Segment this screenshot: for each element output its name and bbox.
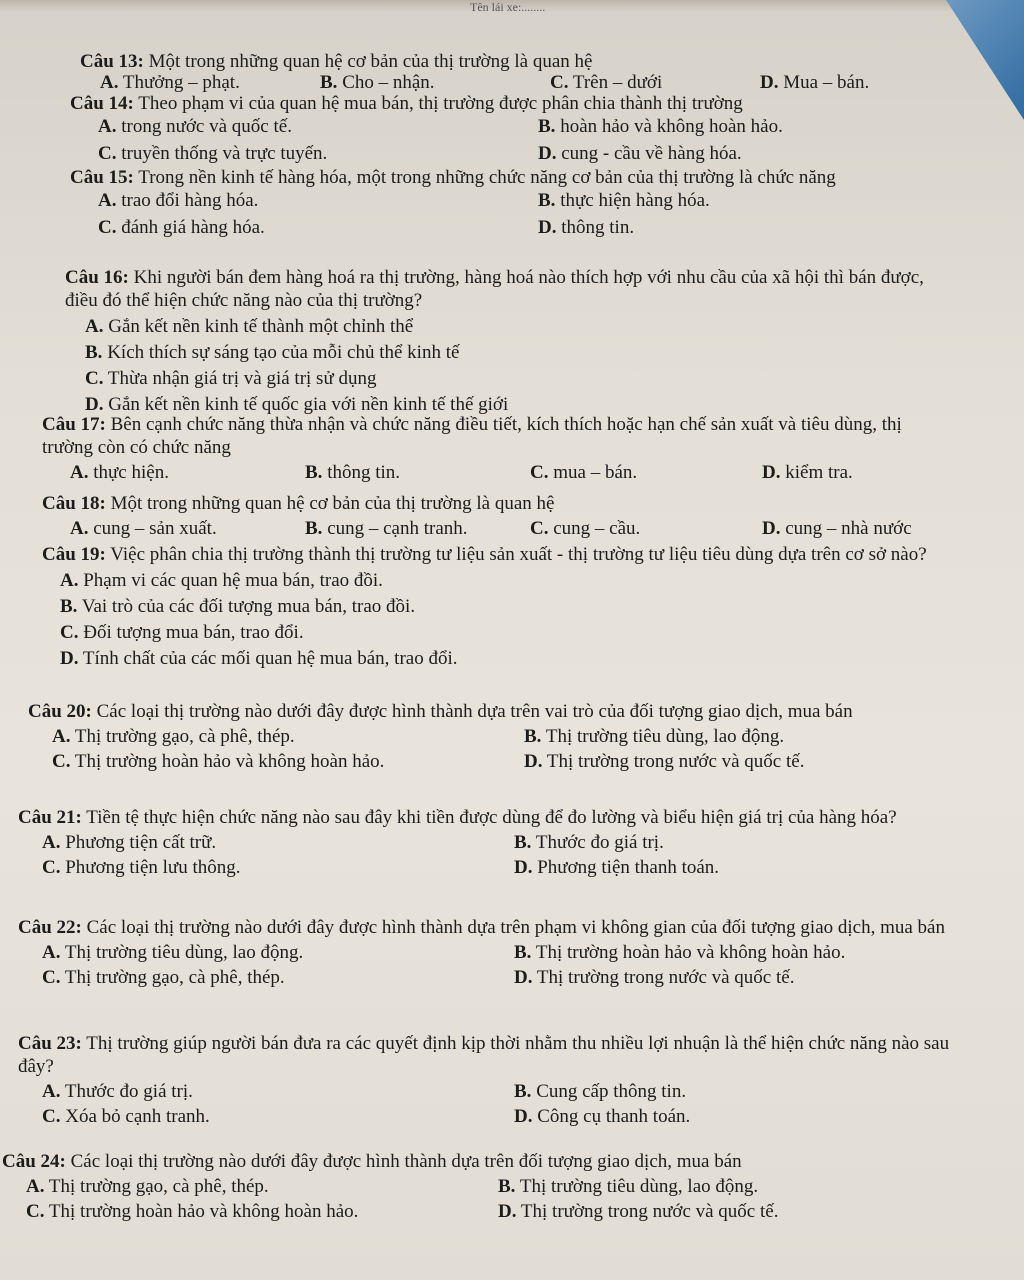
answer-option-a (65, 315, 1024, 338)
option-text: Gắn kết nền kinh tế thành một chỉnh thể (108, 316, 414, 337)
question-number: Câu 20: (28, 701, 92, 722)
option-text: Trên – dưới (572, 72, 663, 93)
option-text: Tính chất của các mối quan hệ mua bán, trao đổi. (82, 648, 458, 669)
question-text: Thị trường giúp người bán đưa ra các quyết định kịp thời nhằm thu nhiều lợi nhuận là thể hiện chức năng nào sau đây? (18, 1033, 950, 1077)
answer-option-d (538, 216, 968, 239)
question-text: Một trong những quan hệ cơ bản của thị trường là quan hệ (110, 493, 555, 514)
option-key: A. (98, 190, 117, 211)
option-key: A. (70, 518, 89, 539)
option-key: D. (538, 143, 557, 164)
option-key: C. (85, 368, 104, 389)
option-key: A. (98, 116, 117, 137)
options-grid (28, 725, 1024, 773)
answer-option-c (42, 621, 1024, 644)
answer-option-c (52, 750, 514, 773)
answer-option-d (760, 71, 1010, 94)
option-key: D. (514, 967, 533, 988)
option-text: Phương tiện lưu thông. (65, 857, 241, 878)
answer-option-a (42, 569, 1024, 592)
option-text: trong nước và quốc tế. (121, 116, 292, 137)
question-number: Câu 22: (18, 917, 82, 938)
question-stem (2, 1150, 972, 1173)
answer-option-d (514, 856, 984, 879)
option-key: C. (60, 622, 79, 643)
option-key: D. (85, 394, 104, 415)
option-text: Thước đo giá trị. (64, 1081, 193, 1102)
option-key: A. (100, 72, 119, 93)
question-text: Trong nền kinh tế hàng hóa, một trong những chức năng cơ bản của thị trường là chức năng (138, 167, 836, 188)
options-row (42, 461, 1024, 484)
question-13 (80, 50, 1024, 94)
option-text: hoàn hảo và không hoàn hảo. (560, 116, 783, 137)
option-key: C. (52, 751, 71, 772)
option-text: thực hiện hàng hóa. (560, 190, 710, 211)
option-text: Đối tượng mua bán, trao đổi. (83, 622, 304, 643)
answer-option-d (514, 966, 984, 989)
option-text: Thị trường hoàn hảo và không hoàn hảo. (535, 942, 846, 963)
option-key: D. (762, 462, 781, 483)
question-stem (28, 700, 948, 723)
option-key: C. (26, 1201, 45, 1222)
option-text: Kích thích sự sáng tạo của mỗi chủ thể kinh tế (107, 342, 460, 363)
answer-option-a (42, 941, 504, 964)
option-key: C. (42, 967, 61, 988)
question-14 (70, 92, 1024, 165)
question-number: Câu 14: (70, 93, 134, 114)
option-text: Gắn kết nền kinh tế quốc gia với nền kinh tế thế giới (108, 394, 509, 415)
option-text: cung – cầu. (553, 518, 641, 539)
question-text: Các loại thị trường nào dưới đây được hình thành dựa trên phạm vi không gian của đối tượng giao dịch, mua bán (86, 917, 945, 938)
options-grid (18, 831, 1018, 879)
answer-option-a (70, 517, 295, 540)
answer-option-a (42, 1080, 504, 1103)
question-21 (18, 806, 1018, 879)
option-key: C. (530, 518, 549, 539)
answer-option-c (42, 966, 504, 989)
driver-name-field: Tên lái xe:........ (470, 0, 546, 14)
answer-option-a (100, 71, 310, 94)
answer-option-b (498, 1175, 968, 1198)
option-text: Phương tiện thanh toán. (537, 857, 720, 878)
answer-option-b (514, 831, 984, 854)
option-key: D. (514, 857, 533, 878)
option-key: D. (538, 217, 557, 238)
option-text: Thị trường tiêu dùng, lao động. (64, 942, 304, 963)
answer-option-a (70, 461, 295, 484)
option-text: cung – sản xuất. (93, 518, 217, 539)
option-key: B. (538, 190, 556, 211)
options-grid (70, 189, 1024, 239)
option-text: Thị trường trong nước và quốc tế. (536, 967, 795, 988)
question-stem (42, 413, 942, 459)
option-text: Thị trường trong nước và quốc tế. (546, 751, 805, 772)
option-key: A. (26, 1176, 45, 1197)
question-text: Tiền tệ thực hiện chức năng nào sau đây khi tiền được dùng để đo lường và biểu hiện giá trị của hàng hóa? (86, 807, 897, 828)
question-15 (70, 166, 1024, 239)
question-text: Một trong những quan hệ cơ bản của thị trường là quan hệ (148, 51, 593, 72)
option-text: thông tin. (561, 217, 635, 238)
answer-option-a (42, 831, 504, 854)
option-key: B. (514, 832, 532, 853)
option-text: Thị trường gạo, cà phê, thép. (64, 967, 285, 988)
option-text: Thị trường gạo, cà phê, thép. (74, 726, 295, 747)
question-text: Các loại thị trường nào dưới đây được hình thành dựa trên đối tượng giao dịch, mua bán (70, 1151, 742, 1172)
question-text: Bên cạnh chức năng thừa nhận và chức năng điều tiết, kích thích hoặc hạn chế sản xuất và tiêu dùng, thị trường còn có chức năng (42, 414, 902, 458)
option-key: A. (42, 832, 61, 853)
question-text: Theo phạm vi của quan hệ mua bán, thị trường được phân chia thành thị trường (138, 93, 743, 114)
option-key: C. (42, 857, 61, 878)
answer-option-b (65, 341, 1024, 364)
option-key: B. (305, 518, 323, 539)
option-text: Thị trường gạo, cà phê, thép. (48, 1176, 269, 1197)
question-number: Câu 13: (80, 51, 144, 72)
answer-option-c (42, 1105, 504, 1128)
question-stem (42, 492, 942, 515)
options-grid (70, 115, 1024, 165)
option-key: C. (550, 72, 569, 93)
question-22 (18, 916, 1018, 989)
option-key: B. (320, 72, 338, 93)
options-row (80, 71, 1024, 94)
answer-option-b (305, 461, 520, 484)
question-number: Câu 15: (70, 167, 134, 188)
option-text: Thị trường trong nước và quốc tế. (520, 1201, 779, 1222)
question-stem (18, 916, 953, 939)
question-stem (80, 50, 680, 73)
option-key: C. (530, 462, 549, 483)
option-text: cung – cạnh tranh. (327, 518, 468, 539)
question-number: Câu 19: (42, 544, 106, 565)
answer-option-b (538, 115, 968, 138)
option-key: B. (514, 942, 532, 963)
options-grid (18, 1080, 1018, 1128)
option-text: thông tin. (327, 462, 401, 483)
question-number: Câu 23: (18, 1033, 82, 1054)
question-number: Câu 24: (2, 1151, 66, 1172)
answer-option-c (42, 856, 504, 879)
option-text: Thị trường hoàn hảo và không hoàn hảo. (48, 1201, 359, 1222)
question-number: Câu 17: (42, 414, 106, 435)
question-number: Câu 16: (65, 267, 129, 288)
question-stem (18, 1032, 963, 1078)
answer-option-d (514, 1105, 984, 1128)
option-text: mua – bán. (553, 462, 638, 483)
option-key: B. (60, 596, 78, 617)
answer-option-b (524, 725, 994, 748)
question-16 (65, 266, 1024, 416)
option-text: Thị trường hoàn hảo và không hoàn hảo. (74, 751, 385, 772)
question-stem (42, 543, 942, 566)
answer-option-b (42, 595, 1024, 618)
option-key: A. (85, 316, 104, 337)
option-text: Thị trường tiêu dùng, lao động. (545, 726, 785, 747)
answer-option-a (98, 115, 528, 138)
option-key: B. (514, 1081, 532, 1102)
question-17 (42, 413, 1024, 484)
question-stem (70, 92, 890, 115)
answer-option-d (498, 1200, 968, 1223)
option-key: A. (60, 570, 79, 591)
option-key: D. (762, 518, 781, 539)
option-key: D. (498, 1201, 517, 1222)
answer-option-d (762, 517, 1002, 540)
option-text: Xóa bỏ cạnh tranh. (65, 1106, 210, 1127)
question-23 (18, 1032, 1018, 1128)
option-key: A. (70, 462, 89, 483)
option-text: Vai trò của các đối tượng mua bán, trao đồi. (81, 596, 416, 617)
answer-option-c (530, 461, 752, 484)
option-key: C. (42, 1106, 61, 1127)
question-stem (70, 166, 940, 189)
option-key: A. (42, 1081, 61, 1102)
answer-option-a (98, 189, 528, 212)
option-text: truyền thống và trực tuyến. (121, 143, 328, 164)
options-row (42, 517, 1024, 540)
question-24 (2, 1150, 1002, 1223)
option-text: Thị trường tiêu dùng, lao động. (519, 1176, 759, 1197)
answer-option-b (538, 189, 968, 212)
answer-option-b (514, 941, 984, 964)
option-text: cung - cầu về hàng hóa. (561, 143, 742, 164)
answer-option-c (65, 367, 1024, 390)
option-text: Cung cấp thông tin. (536, 1081, 687, 1102)
option-key: D. (60, 648, 79, 669)
question-stem (65, 266, 945, 312)
option-text: đánh giá hàng hóa. (121, 217, 265, 238)
option-key: C. (98, 143, 117, 164)
option-text: Phạm vi các quan hệ mua bán, trao đồi. (83, 570, 383, 591)
option-key: A. (52, 726, 71, 747)
option-text: Công cụ thanh toán. (537, 1106, 691, 1127)
question-stem (18, 806, 948, 829)
options-grid (18, 941, 1018, 989)
option-key: B. (524, 726, 542, 747)
answer-option-d (42, 647, 1024, 670)
answer-option-b (514, 1080, 984, 1103)
options-grid (2, 1175, 1002, 1223)
option-text: Thừa nhận giá trị và giá trị sử dụng (107, 368, 377, 389)
option-text: Thước đo giá trị. (535, 832, 664, 853)
answer-option-c (530, 517, 752, 540)
answer-option-c (98, 142, 528, 165)
question-number: Câu 21: (18, 807, 82, 828)
option-text: thực hiện. (93, 462, 169, 483)
option-key: B. (498, 1176, 516, 1197)
answer-option-a (52, 725, 514, 748)
question-19 (42, 543, 1024, 670)
question-number: Câu 18: (42, 493, 106, 514)
option-key: D. (524, 751, 543, 772)
question-text: Các loại thị trường nào dưới đây được hình thành dựa trên vai trò của đối tượng giao dịch, mua bán (96, 701, 853, 722)
option-key: B. (538, 116, 556, 137)
answer-option-b (305, 517, 520, 540)
option-key: A. (42, 942, 61, 963)
option-text: Cho – nhận. (342, 72, 435, 93)
answer-option-d (524, 750, 994, 773)
answer-option-d (538, 142, 968, 165)
option-text: trao đổi hàng hóa. (121, 190, 259, 211)
option-text: Phương tiện cất trữ. (65, 832, 217, 853)
option-key: D. (514, 1106, 533, 1127)
option-key: B. (305, 462, 323, 483)
question-text: Khi người bán đem hàng hoá ra thị trường, hàng hoá nào thích hợp với nhu cầu của xã hội thì bán được, điều đó thể hiện chức năng nào của thị trường? (65, 267, 924, 311)
answer-option-c (98, 216, 528, 239)
answer-option-d (762, 461, 1002, 484)
answer-option-a (26, 1175, 488, 1198)
question-text: Việc phân chia thị trường thành thị trường tư liệu sản xuất - thị trường tư liệu tiêu dùng dựa trên cơ sở nào? (110, 544, 927, 565)
option-text: cung – nhà nước (785, 518, 912, 539)
option-key: B. (85, 342, 103, 363)
question-18 (42, 492, 1024, 540)
option-key: C. (98, 217, 117, 238)
answer-option-c (26, 1200, 488, 1223)
option-key: D. (760, 72, 779, 93)
option-text: Thưởng – phạt. (122, 72, 240, 93)
answer-option-b (320, 71, 540, 94)
question-20 (28, 700, 1024, 773)
answer-option-c (550, 71, 750, 94)
option-text: kiểm tra. (785, 462, 853, 483)
option-text: Mua – bán. (783, 72, 870, 93)
